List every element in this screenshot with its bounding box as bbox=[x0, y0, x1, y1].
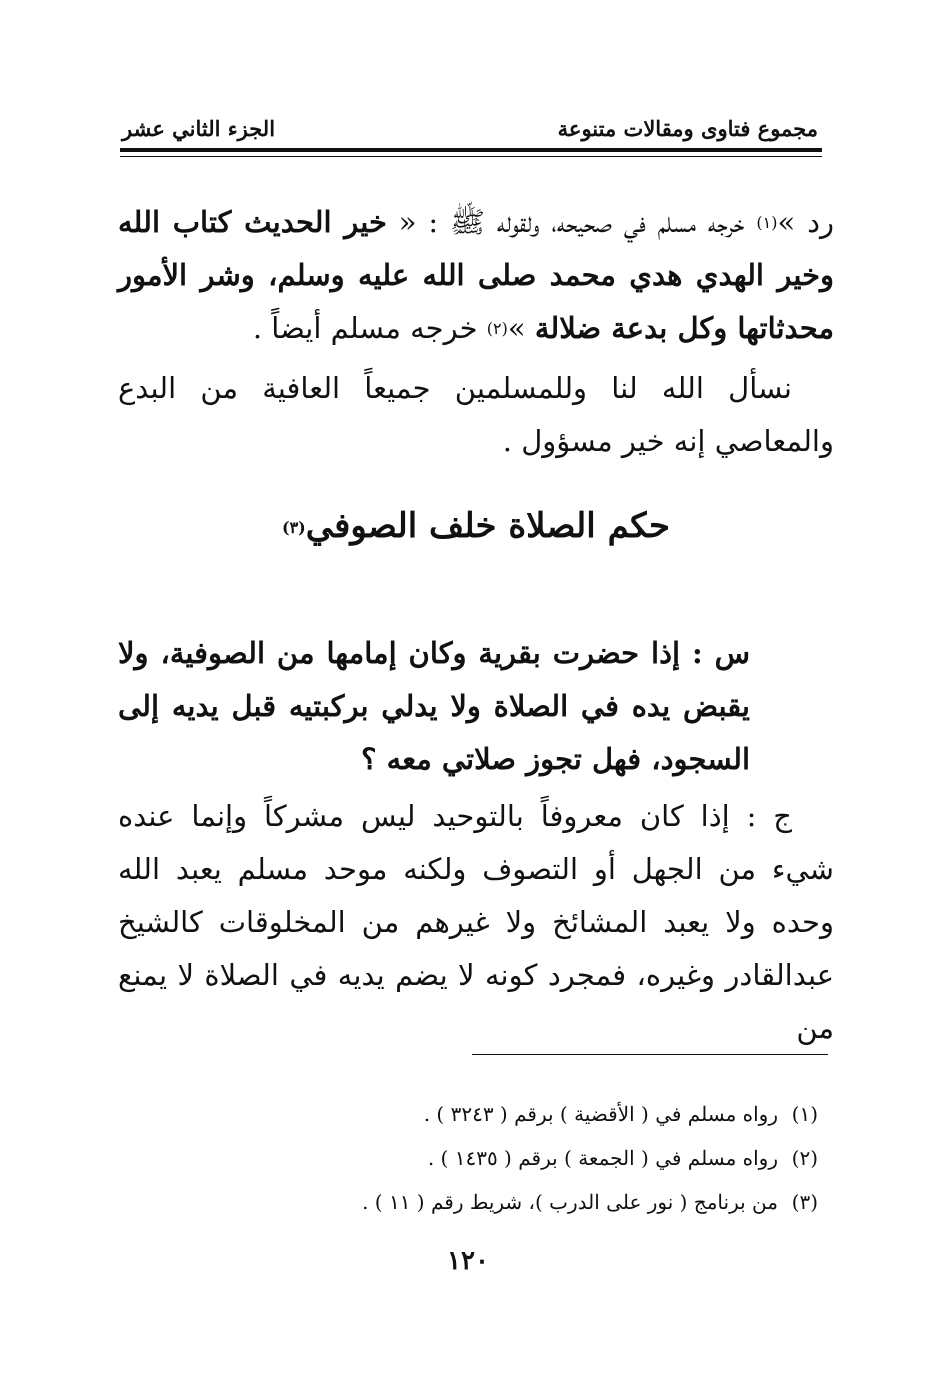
question-paragraph: س : إذا حضرت بقرية وكان إمامها من الصوفية، ولا يقبض يده في الصلاة ولا يدلي بركبتيه قبل يديه إلى السجود، فهل تجوز صلاتي معه ؟ bbox=[118, 636, 750, 776]
paragraph-text: خرجه مسلم أيضاً . bbox=[252, 311, 487, 345]
paragraph-text: رد » bbox=[777, 205, 834, 239]
footnote-separator bbox=[472, 1054, 828, 1055]
section-heading bbox=[118, 506, 834, 546]
header-rule-thick bbox=[120, 148, 822, 152]
footnote-item bbox=[218, 1180, 818, 1224]
supplication-paragraph: نسأل الله لنا وللمسلمين جميعاً العافية من البدع والمعاصي إنه خير مسؤول . bbox=[118, 371, 834, 458]
header-rule-thin bbox=[120, 156, 822, 157]
footnote-text: رواه مسلم في ( الجمعة ) برقم ( ١٤٣٥ ) . bbox=[427, 1146, 778, 1170]
paragraph-text: » bbox=[507, 311, 535, 345]
running-header-book-title: مجموع فتاوى ومقالات متنوعة bbox=[557, 116, 818, 141]
paragraph-text: خرجه مسلم في صحيحه، ولقوله ﷺ : « bbox=[386, 205, 757, 239]
footnote-item bbox=[218, 1136, 818, 1180]
page-number: ١٢٠ bbox=[447, 1246, 489, 1276]
footnote-text: من برنامج ( نور على الدرب )، شريط رقم ( ١١ ) . bbox=[362, 1190, 778, 1214]
footnote-number: (٣) bbox=[791, 1190, 818, 1214]
footnote-ref-3: (٣) bbox=[282, 518, 306, 537]
footnote-ref-2: (٢) bbox=[486, 319, 508, 338]
footnote-ref-1: (١) bbox=[756, 213, 778, 232]
footnote-number: (٢) bbox=[791, 1146, 818, 1170]
footnote-text: رواه مسلم في ( الأقضية ) برقم ( ٣٢٤٣ ) . bbox=[423, 1102, 778, 1126]
answer-paragraph: ج : إذا كان معروفاً بالتوحيد ليس مشركاً وإنما عنده شيء من الجهل أو التصوف ولكنه موحد مسلم يعبد الله وحده ولا يعبد المشائخ ولا غيرهم من المخلوقات كالشيخ عبدالقادر وغيره، فمجرد كونه لا يضم يديه في الصلاة لا يمنع من bbox=[118, 799, 834, 1045]
running-header-volume: الجزء الثاني عشر bbox=[122, 116, 276, 141]
hadith-quote: خير الحديث كتاب الله وخير الهدي هدي محمد صلى الله عليه وسلم، وشر الأمور محدثاتها وكل بدعة ضلالة bbox=[118, 205, 834, 345]
continuation-paragraph bbox=[118, 196, 834, 355]
section-title: حكم الصلاة خلف الصوفي bbox=[305, 506, 670, 546]
footnotes bbox=[218, 1092, 818, 1224]
footnote-number: (١) bbox=[791, 1102, 818, 1126]
footnote-item bbox=[218, 1092, 818, 1136]
